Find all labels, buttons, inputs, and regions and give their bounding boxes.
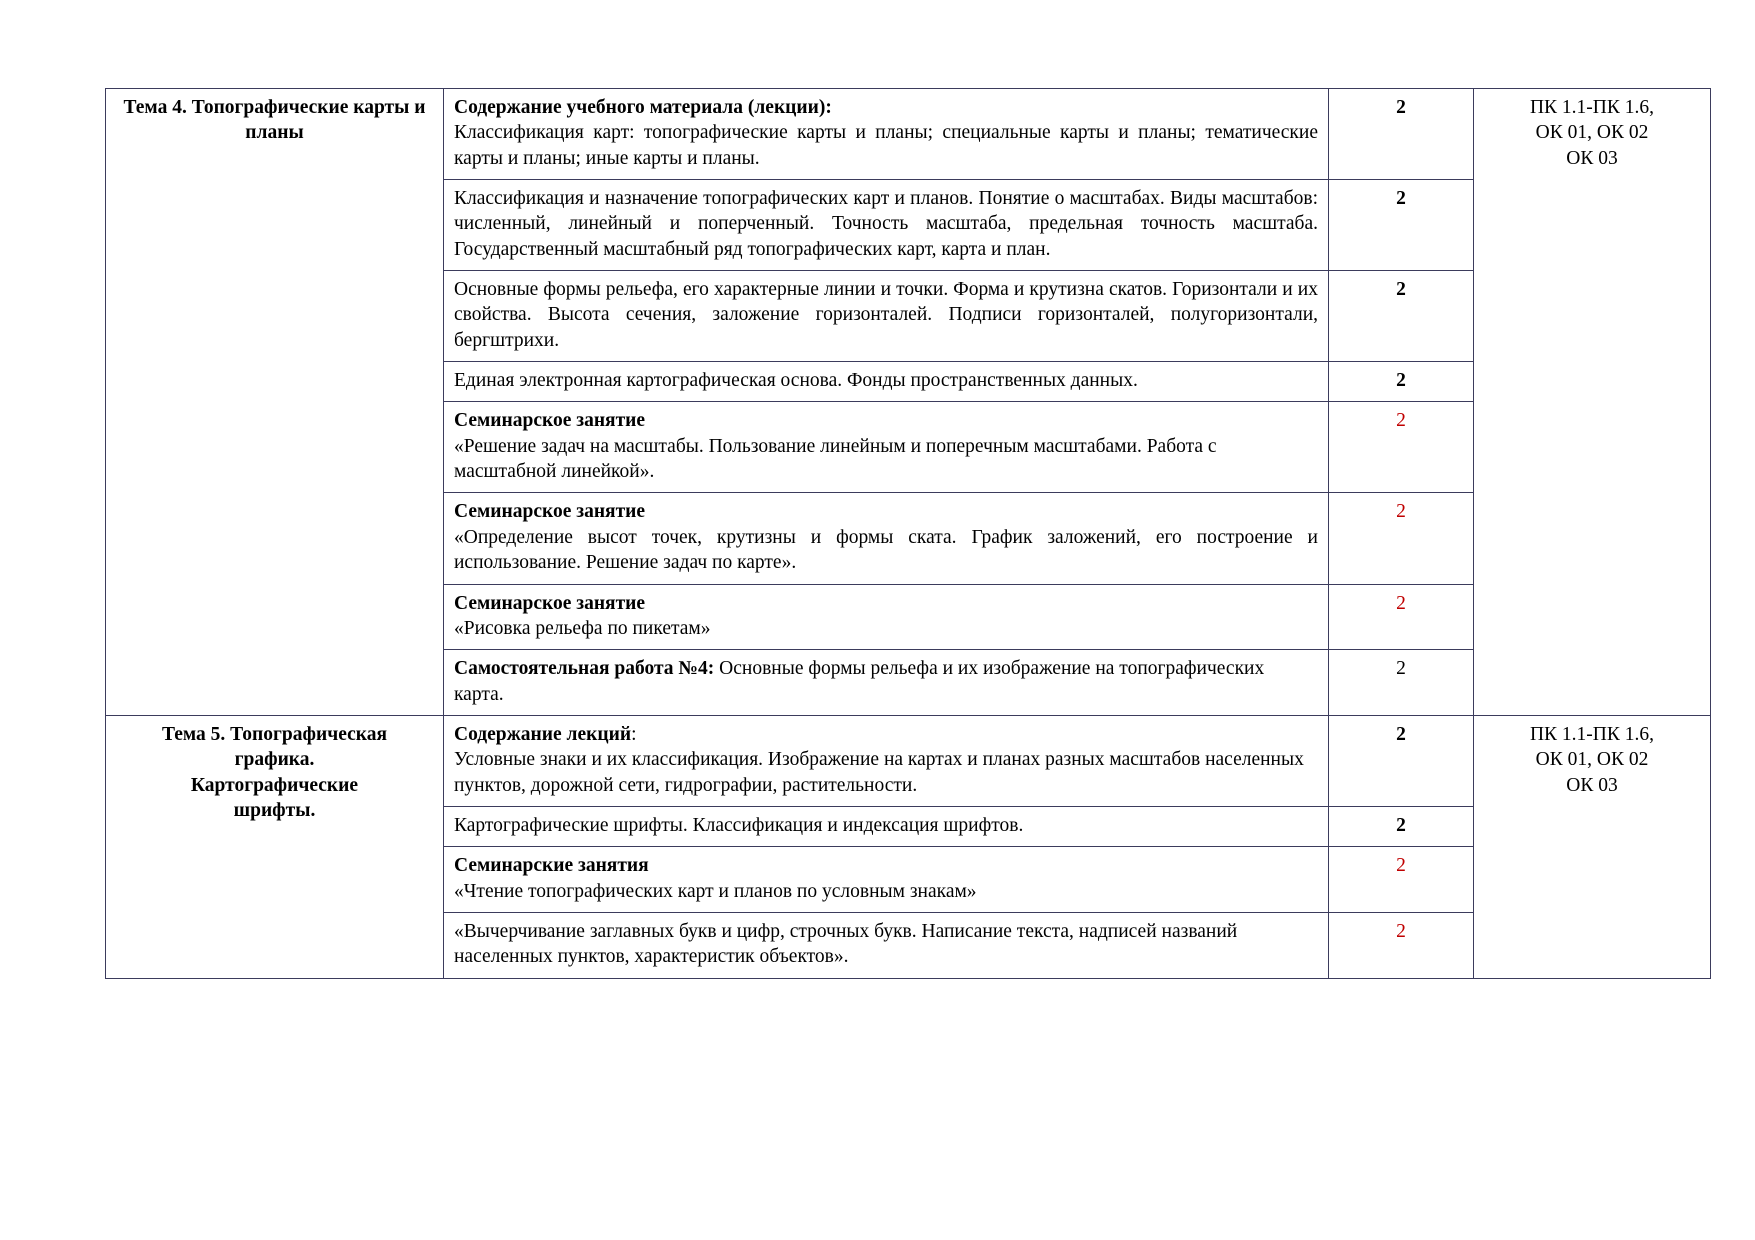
content-text: «Определение высот точек, крутизны и формы ската. График заложений, его построение и использование. Решение задач по карте». — [454, 526, 1318, 574]
topic-line-1: Тема 5. Топографическая — [161, 723, 388, 745]
codes-cell-theme-5 — [1474, 715, 1711, 978]
content-text: Основные формы рельефа, его характерные линии и точки. Форма и крутизна скатов. Горизонтали и их свойства. Высота сечения, заложение горизонталей. Подписи горизонталей, полугоризонтали, бергштрихи. — [454, 279, 1318, 351]
codes-line-1: ПК 1.1-ПК 1.6, — [1529, 97, 1655, 118]
hours-cell: 2 — [1329, 493, 1474, 584]
hours-cell: 2 — [1329, 715, 1474, 806]
content-cell — [444, 847, 1329, 913]
topic-line-3: Картографические — [190, 774, 359, 796]
content-text: «Чтение топографических карт и планов по условным знакам» — [454, 880, 977, 902]
hours-cell: 2 — [1329, 402, 1474, 493]
content-text: «Решение задач на масштабы. Пользование линейным и поперечным масштабами. Работа с масштабной линейкой». — [454, 435, 1217, 483]
curriculum-table — [105, 88, 1711, 979]
hours-cell: 2 — [1329, 362, 1474, 402]
content-lead: Семинарское занятие — [454, 592, 646, 614]
codes-line-3: ОК 03 — [1566, 774, 1618, 796]
hours-cell: 2 — [1329, 271, 1474, 362]
content-text: Основные формы рельефа и их изображение на топографических карта. — [454, 658, 1265, 705]
content-lead: Содержание лекций — [454, 723, 632, 745]
hours-cell: 2 — [1329, 847, 1474, 913]
hours-cell: 2 — [1329, 180, 1474, 271]
hours-cell: 2 — [1329, 584, 1474, 650]
codes-line-2: ОК 01, ОК 02 — [1535, 749, 1649, 771]
content-cell — [444, 912, 1329, 978]
hours-cell: 2 — [1329, 806, 1474, 846]
content-text: Классификация и назначение топографических карт и планов. Понятие о масштабах. Виды масштабов: численный, линейный и поперченный. Точность масштаба, предельная точность масштаба. Государственный масштабный ряд топографических карт, карта и план. — [454, 188, 1318, 260]
content-cell — [444, 715, 1329, 806]
codes-line-1: ПК 1.1-ПК 1.6, — [1529, 723, 1655, 745]
content-lead: Содержание учебного материала (лекции): — [454, 97, 832, 118]
content-cell — [444, 402, 1329, 493]
hours-cell: 2 — [1329, 912, 1474, 978]
content-lead: Семинарские занятия — [454, 855, 649, 877]
codes-line-3: ОК 03 — [1566, 147, 1618, 169]
codes-line-2: ОК 01, ОК 02 — [1535, 122, 1649, 144]
hours-cell: 2 — [1329, 89, 1474, 180]
content-text: Классификация карт: топографические карты и планы; специальные карты и планы; тематические карты и планы; иные карты и планы. — [454, 122, 1318, 169]
content-cell — [444, 650, 1329, 716]
topic-line-4: шрифты. — [233, 799, 316, 821]
content-cell — [444, 806, 1329, 846]
content-lead: Самостоятельная работа №4: — [454, 658, 715, 680]
topic-cell-theme-5 — [106, 715, 444, 978]
content-lead-suffix: : — [631, 723, 637, 745]
codes-cell-theme-4 — [1474, 89, 1711, 716]
content-lead: Семинарское занятие — [454, 501, 646, 523]
content-lead: Семинарское занятие — [454, 410, 646, 432]
table-row — [106, 715, 1711, 806]
hours-cell: 2 — [1329, 650, 1474, 716]
table-row — [106, 89, 1711, 180]
content-cell — [444, 584, 1329, 650]
content-cell — [444, 180, 1329, 271]
content-text: Картографические шрифты. Классификация и индексация шрифтов. — [454, 814, 1024, 836]
content-text: «Рисовка рельефа по пикетам» — [454, 617, 711, 639]
content-cell — [444, 271, 1329, 362]
content-cell — [444, 493, 1329, 584]
content-cell — [444, 362, 1329, 402]
content-lead-wrap — [454, 722, 1318, 747]
content-text: Единая электронная картографическая основа. Фонды пространственных данных. — [454, 370, 1138, 392]
topic-cell-theme-4: Тема 4. Топографические карты и планы — [106, 89, 444, 716]
content-text: «Вычерчивание заглавных букв и цифр, строчных букв. Написание текста, надписей названий населенных пунктов, характеристик объектов». — [454, 920, 1238, 968]
topic-line-2: графика. — [234, 749, 315, 771]
content-text: Условные знаки и их классификация. Изображение на картах и планах разных масштабов населенных пунктов, дорожной сети, гидрографии, растительности. — [454, 749, 1304, 796]
content-cell — [444, 89, 1329, 180]
